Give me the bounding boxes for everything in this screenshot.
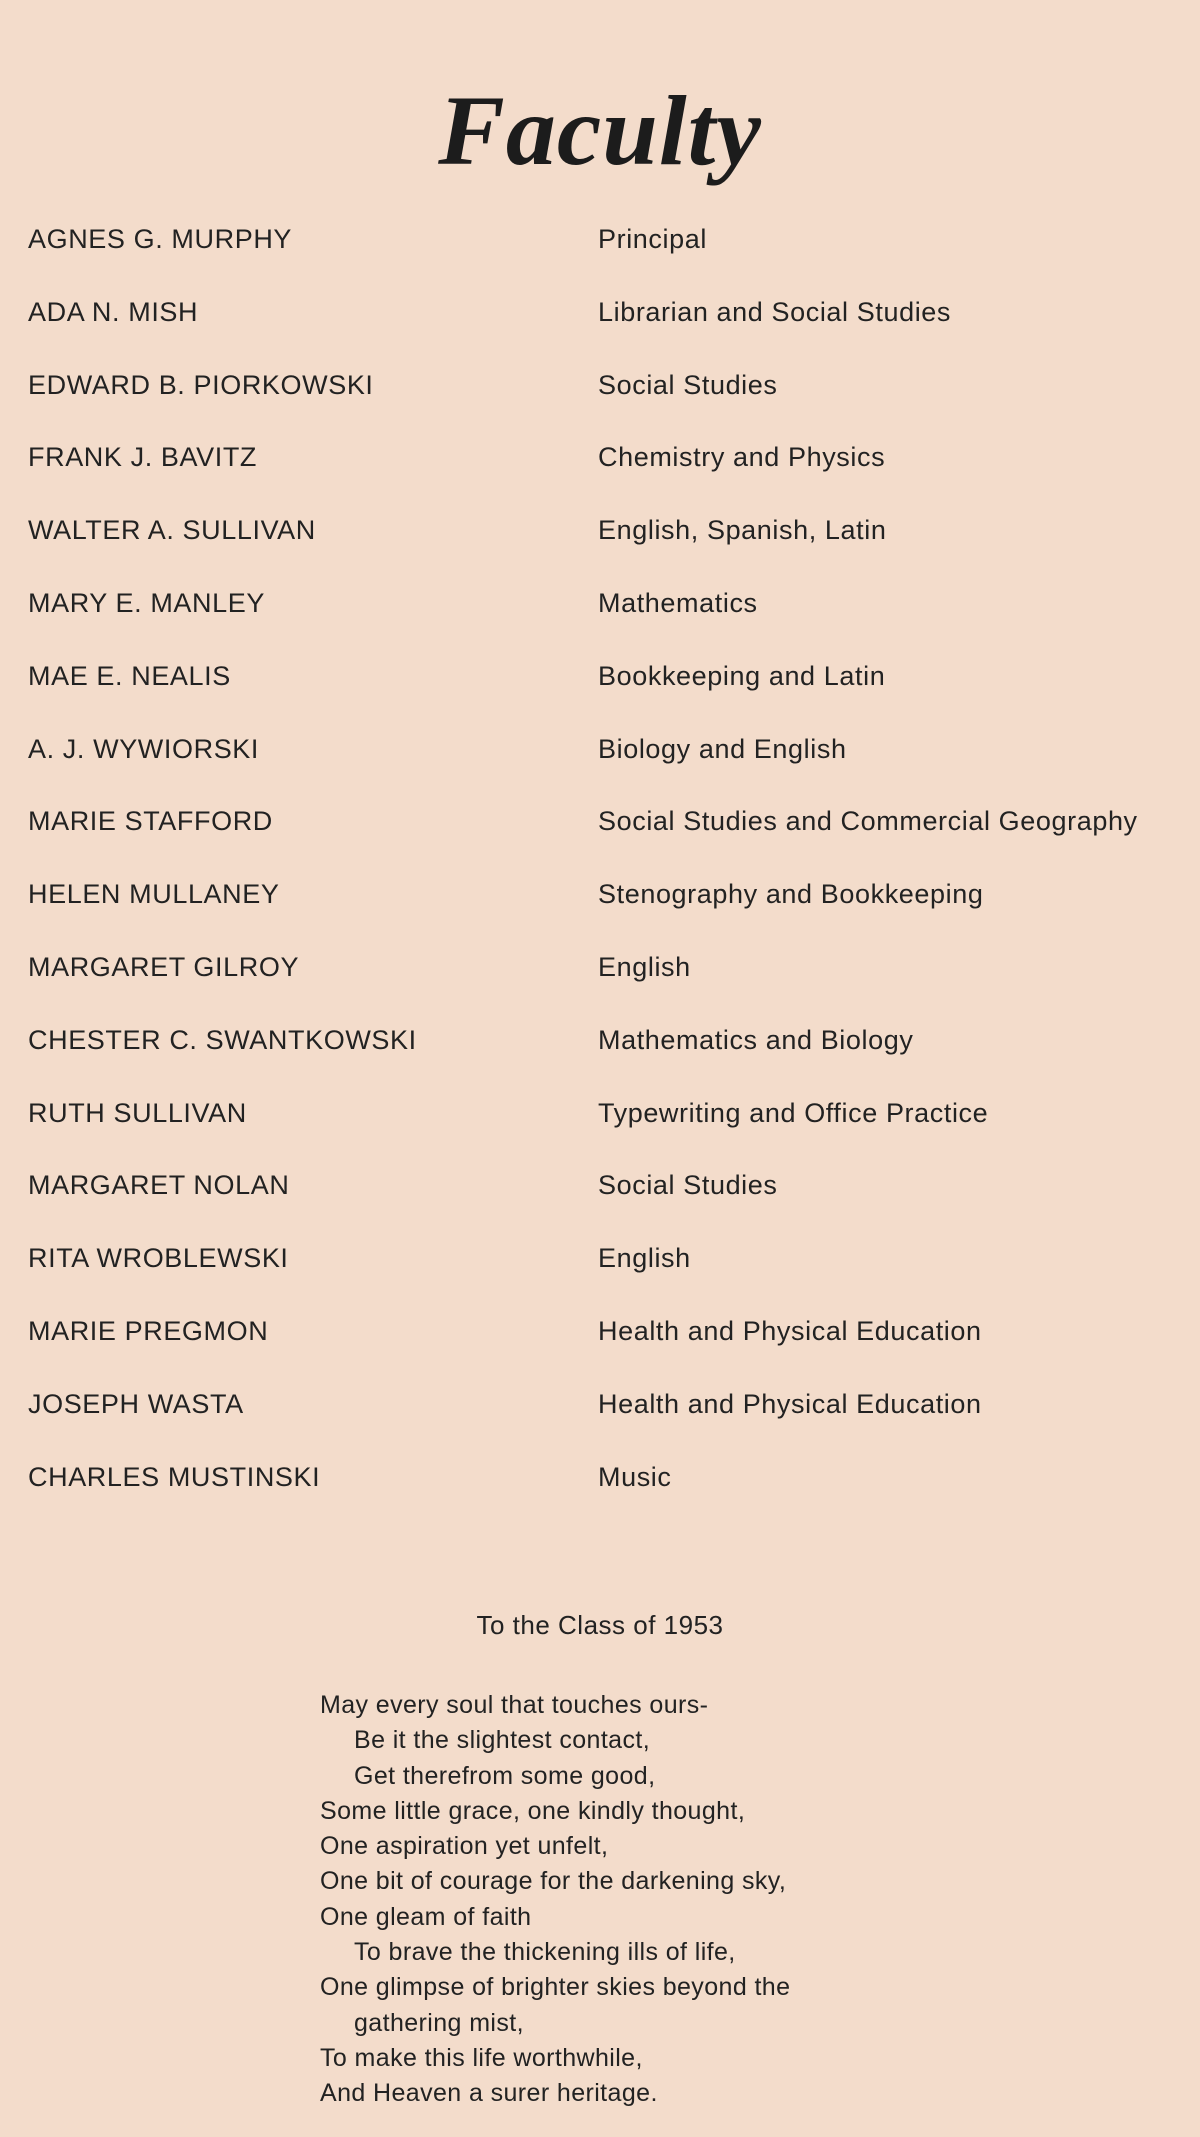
faculty-row — [28, 1385, 1188, 1458]
faculty-name: MARIE STAFFORD — [28, 806, 273, 837]
poem — [320, 1688, 790, 2112]
faculty-subject: Mathematics — [598, 587, 758, 618]
faculty-row — [28, 293, 1188, 366]
faculty-subject: Social Studies and Commercial Geography — [598, 806, 1138, 837]
faculty-subject: Bookkeeping and Latin — [598, 660, 886, 691]
faculty-subject: Typewriting and Office Practice — [598, 1097, 989, 1128]
faculty-row — [28, 1094, 1188, 1167]
faculty-row — [28, 1458, 1188, 1531]
faculty-row — [28, 657, 1188, 730]
faculty-subject: Social Studies — [598, 1170, 778, 1201]
faculty-row — [28, 802, 1188, 875]
faculty-row — [28, 584, 1188, 657]
faculty-name: ADA N. MISH — [28, 296, 199, 327]
faculty-name: JOSEPH WASTA — [28, 1388, 244, 1419]
faculty-name: WALTER A. SULLIVAN — [28, 515, 316, 546]
faculty-row — [28, 948, 1188, 1021]
faculty-row — [28, 1166, 1188, 1239]
faculty-row — [28, 366, 1188, 439]
faculty-row — [28, 1021, 1188, 1094]
poem-line: To make this life worthwhile, — [320, 2043, 643, 2072]
faculty-subject: English — [598, 951, 691, 982]
faculty-subject: English — [598, 1243, 691, 1274]
faculty-name: EDWARD B. PIORKOWSKI — [28, 369, 374, 400]
faculty-name: AGNES G. MURPHY — [28, 224, 293, 254]
poem-line: Some little grace, one kindly thought, — [320, 1796, 746, 1825]
faculty-name: MARGARET GILROY — [28, 951, 300, 982]
faculty-subject: Health and Physical Education — [598, 1315, 982, 1346]
poem-line: One glimpse of brighter skies beyond the — [320, 1973, 791, 2002]
faculty-row — [28, 875, 1188, 948]
poem-line: One gleam of faith — [320, 1902, 532, 1931]
faculty-name: MAE E. NEALIS — [28, 660, 231, 691]
faculty-subject: Social Studies — [598, 369, 778, 400]
faculty-subject: Mathematics and Biology — [598, 1024, 914, 1055]
faculty-roster — [28, 220, 1188, 1530]
faculty-subject: Chemistry and Physics — [598, 442, 886, 473]
faculty-subject: Stenography and Bookkeeping — [598, 879, 984, 910]
faculty-name: MARY E. MANLEY — [28, 587, 265, 618]
poem-line: One bit of courage for the darkening sky, — [320, 1867, 787, 1896]
faculty-name: CHARLES MUSTINSKI — [28, 1461, 321, 1492]
poem-title: To the Class of 1953 — [476, 1610, 724, 1640]
faculty-row — [28, 511, 1188, 584]
page-title: Faculty — [438, 75, 762, 186]
faculty-subject: Music — [598, 1461, 672, 1492]
faculty-subject: English, Spanish, Latin — [598, 515, 887, 546]
faculty-subject: Health and Physical Education — [598, 1388, 982, 1419]
poem-line: One aspiration yet unfelt, — [320, 1832, 609, 1861]
faculty-row — [28, 1312, 1188, 1385]
poem-line: gathering mist, — [354, 2008, 524, 2037]
faculty-name: A. J. WYWIORSKI — [28, 733, 260, 764]
poem-line: Get therefrom some good, — [354, 1761, 656, 1790]
faculty-name: HELEN MULLANEY — [28, 879, 280, 910]
faculty-subject: Biology and English — [598, 733, 847, 764]
faculty-name: RITA WROBLEWSKI — [28, 1243, 289, 1274]
poem-line: And Heaven a surer heritage. — [320, 2079, 658, 2108]
faculty-name: MARGARET NOLAN — [28, 1170, 290, 1201]
faculty-row — [28, 1239, 1188, 1312]
poem-line: Be it the slightest contact, — [354, 1726, 651, 1755]
faculty-name: CHESTER C. SWANTKOWSKI — [28, 1024, 417, 1055]
poem-line: May every soul that touches ours- — [320, 1691, 709, 1719]
faculty-name: FRANK J. BAVITZ — [28, 442, 258, 473]
poem-line: To brave the thickening ills of life, — [354, 1938, 736, 1967]
faculty-row — [28, 730, 1188, 803]
faculty-name: RUTH SULLIVAN — [28, 1097, 247, 1128]
faculty-subject: Librarian and Social Studies — [598, 296, 952, 327]
faculty-subject: Principal — [598, 224, 707, 254]
faculty-row — [28, 220, 1188, 293]
faculty-name: MARIE PREGMON — [28, 1315, 269, 1346]
faculty-row — [28, 438, 1188, 511]
